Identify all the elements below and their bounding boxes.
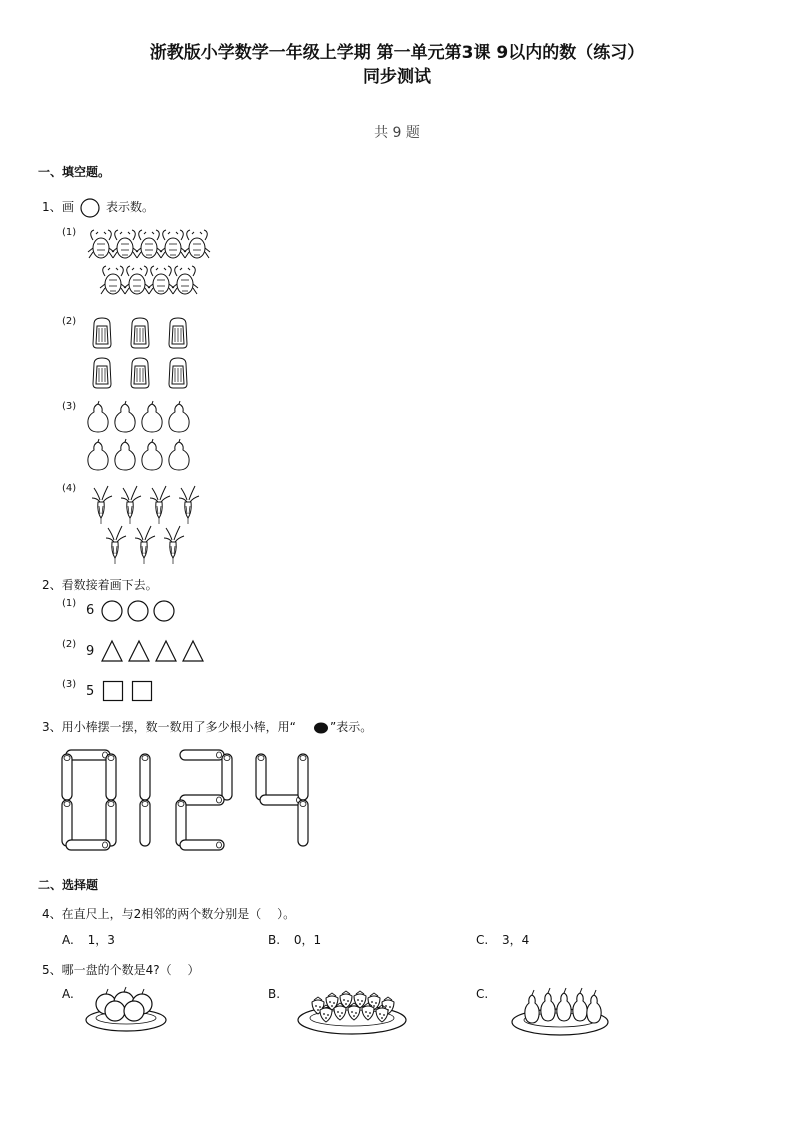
- schoolbag-icon: [169, 318, 187, 348]
- schoolbag-icon: [93, 318, 111, 348]
- q1-prompt-before: 画: [62, 200, 75, 214]
- pear-icon: [169, 401, 189, 432]
- square-icon: [104, 682, 123, 701]
- q5-prompt: 5、哪一盘的个数是4?（ ）: [42, 963, 200, 977]
- schoolbag-icon: [93, 358, 111, 388]
- section-heading-choice: 二、选择题: [38, 878, 99, 892]
- triangle-icon: [129, 641, 149, 661]
- schoolbag-group: [88, 316, 198, 390]
- q2-squares: [103, 681, 155, 703]
- q2-prompt: 2、看数接着画下去。: [42, 578, 158, 592]
- q4-option-a-letter: A.: [62, 933, 74, 947]
- bellflower-icon: [179, 486, 199, 524]
- crab-icon: [100, 266, 126, 294]
- q2-part-1-number: 6: [86, 603, 95, 618]
- crab-icon: [184, 230, 210, 258]
- circle-icon: [80, 198, 102, 220]
- page-title: 浙教版小学数学一年级上学期 第一单元第3课 9以内的数（练习）: [149, 43, 645, 63]
- q1-part-4-label: (4): [62, 483, 77, 494]
- apple-plate-icon[interactable]: [84, 984, 170, 1034]
- stick: [180, 795, 224, 805]
- q1-number: 1、: [42, 200, 62, 214]
- q4-option-a-text: 1，3: [87, 933, 115, 947]
- stick: [260, 795, 304, 805]
- stick: [180, 840, 224, 850]
- crab-icon: [160, 230, 186, 258]
- q4-option-c-text: 3，4: [502, 933, 530, 947]
- circle-icon: [128, 601, 148, 621]
- circle-icon: [154, 601, 174, 621]
- q5-option-c-letter[interactable]: C.: [476, 987, 489, 1001]
- stick: [66, 750, 110, 760]
- q5-option-b-letter[interactable]: B.: [268, 987, 281, 1001]
- stick: [140, 754, 150, 800]
- pear-icon: [573, 988, 587, 1021]
- q5-option-a-letter[interactable]: A.: [62, 987, 74, 1001]
- pear-icon: [142, 401, 162, 432]
- q4-option-c-letter: C.: [476, 933, 489, 947]
- q2-part-3-number: 5: [86, 684, 95, 699]
- pear-icon: [169, 439, 189, 470]
- crab-icon: [88, 230, 114, 258]
- schoolbag-icon: [169, 358, 187, 388]
- q2-triangles: [102, 640, 206, 664]
- q2-circles: [100, 600, 180, 624]
- q1-part-2-label: (2): [62, 316, 77, 327]
- q2-part-2-number: 9: [86, 644, 95, 659]
- triangle-icon: [102, 641, 122, 661]
- stick: [176, 800, 186, 846]
- pear-icon: [525, 990, 539, 1023]
- q2-part-2-label: (2): [62, 639, 77, 650]
- bellflower-icon: [135, 526, 155, 564]
- triangle-icon: [183, 641, 203, 661]
- crab-icon: [112, 230, 138, 258]
- q4-option-b[interactable]: [268, 931, 321, 948]
- bellflower-icon: [121, 486, 141, 524]
- bellflower-icon: [106, 526, 126, 564]
- schoolbag-icon: [131, 318, 149, 348]
- stick: [256, 754, 266, 800]
- bellflower-icon: [92, 486, 112, 524]
- stick: [180, 750, 224, 760]
- page-subtitle: 同步测试: [363, 67, 431, 87]
- schoolbag-icon: [131, 358, 149, 388]
- question-count: 共 9 题: [374, 125, 420, 141]
- crab-icon: [148, 266, 174, 294]
- stick: [62, 754, 72, 800]
- q4-option-a[interactable]: [62, 931, 115, 948]
- square-icon: [133, 682, 152, 701]
- pear-icon: [142, 439, 162, 470]
- q2-part-1-label: (1): [62, 598, 77, 609]
- section-heading-fill-in: 一、填空题。: [38, 165, 111, 179]
- stick: [298, 754, 308, 800]
- pear-icon: [541, 988, 555, 1021]
- crab-icon: [172, 266, 198, 294]
- pear-icon: [115, 401, 135, 432]
- stick: [66, 840, 110, 850]
- stick: [298, 800, 308, 846]
- pear-icon: [557, 988, 571, 1021]
- filled-dot-icon: [313, 722, 329, 734]
- q4-option-b-letter: B.: [268, 933, 281, 947]
- triangle-icon: [156, 641, 176, 661]
- bellflower-icon: [150, 486, 170, 524]
- q1-part-1-label: (1): [62, 227, 77, 238]
- q4-prompt: 4、在直尺上，与2相邻的两个数分别是（ ）。: [42, 907, 296, 921]
- q2-part-3-label: (3): [62, 679, 77, 690]
- q3-prompt-after: ”表示。: [330, 720, 373, 734]
- pear-plate-icon[interactable]: [510, 984, 610, 1040]
- bellflower-icon: [164, 526, 184, 564]
- crab-icon: [124, 266, 150, 294]
- stick: [106, 800, 116, 846]
- pear-icon: [88, 401, 108, 432]
- pear-group: [84, 400, 198, 472]
- crab-group: [86, 226, 216, 306]
- q3-prompt-before: 3、用小棒摆一摆，数一数用了多少根小棒，用“: [42, 720, 296, 734]
- pear-icon: [88, 439, 108, 470]
- q1-part-3-label: (3): [62, 401, 77, 412]
- stick-digits: [58, 748, 328, 854]
- crab-icon: [136, 230, 162, 258]
- stick: [222, 754, 232, 800]
- strawberry-plate-icon[interactable]: [296, 982, 408, 1038]
- stick: [106, 754, 116, 800]
- bellflower-group: [86, 482, 212, 568]
- q1-prompt-after: 表示数。: [106, 200, 155, 214]
- circle-icon: [102, 601, 122, 621]
- stick: [140, 800, 150, 846]
- q4-option-c[interactable]: [476, 931, 529, 948]
- stick: [62, 800, 72, 846]
- q4-option-b-text: 0，1: [293, 933, 322, 947]
- pear-icon: [115, 439, 135, 470]
- pear-icon: [587, 990, 601, 1023]
